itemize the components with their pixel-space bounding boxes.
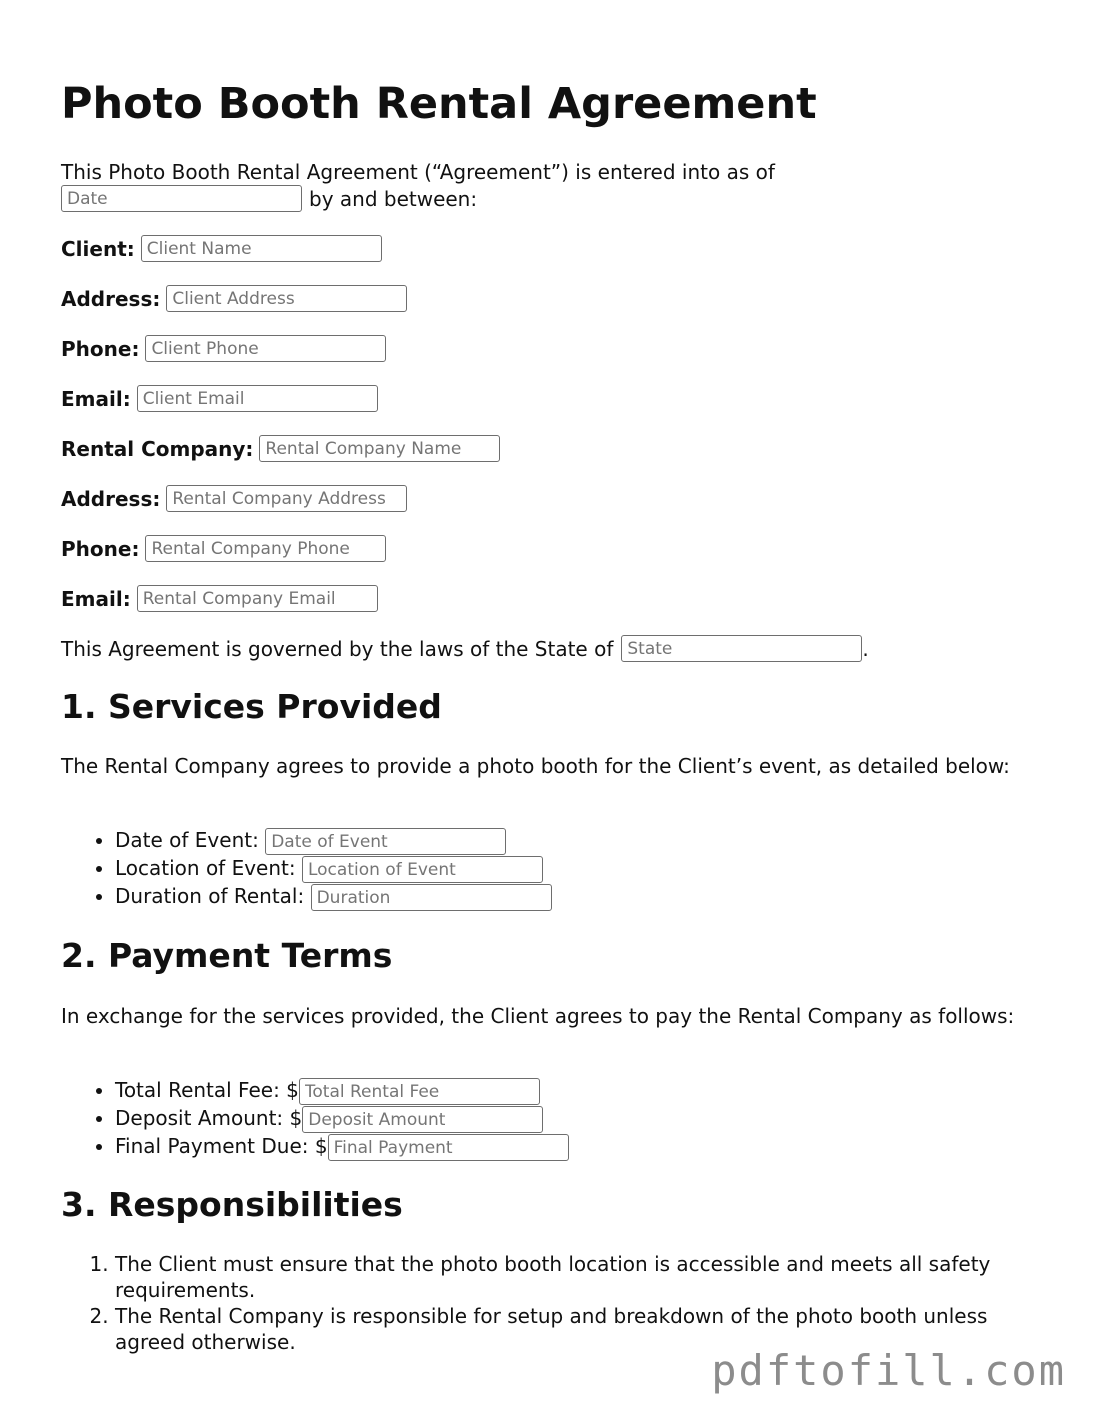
final-payment-input[interactable] (328, 1134, 569, 1161)
services-paragraph: The Rental Company agrees to provide a photo booth for the Client’s event, as detailed below: (61, 754, 1010, 778)
company-email-row (61, 585, 378, 612)
list-item (115, 882, 552, 910)
company-email-input[interactable] (137, 585, 378, 612)
rental-duration-label: Duration of Rental: (115, 884, 305, 908)
company-phone-input[interactable] (145, 535, 386, 562)
event-date-label: Date of Event: (115, 828, 259, 852)
company-phone-label: Phone: (61, 536, 140, 561)
client-phone-label: Phone: (61, 336, 140, 361)
payment-heading: 2. Payment Terms (61, 936, 393, 975)
governing-law-row (61, 635, 869, 662)
company-name-row (61, 435, 500, 462)
list-item (115, 1076, 569, 1104)
services-heading: 1. Services Provided (61, 687, 442, 726)
list-item: 1. The Client must ensure that the photo booth location is accessible and meets all safety requirements. (115, 1251, 1035, 1303)
watermark: pdftofill.com (711, 1346, 1066, 1395)
final-payment-label: Final Payment Due: $ (115, 1134, 328, 1158)
list-item (115, 854, 552, 882)
client-phone-input[interactable] (145, 335, 386, 362)
page-title: Photo Booth Rental Agreement (61, 79, 817, 129)
company-address-input[interactable] (166, 485, 407, 512)
client-name-input[interactable] (141, 235, 382, 262)
deposit-amount-label: Deposit Amount: $ (115, 1106, 303, 1130)
client-email-input[interactable] (137, 385, 378, 412)
company-address-label: Address: (61, 486, 161, 511)
client-email-label: Email: (61, 386, 131, 411)
intro-date-row (61, 185, 477, 212)
state-input[interactable] (621, 635, 862, 662)
client-address-row (61, 285, 407, 312)
client-name-row (61, 235, 382, 262)
intro-line: This Photo Booth Rental Agreement (“Agreement”) is entered into as of (61, 160, 775, 184)
list-item (115, 826, 552, 854)
event-date-input[interactable] (265, 828, 506, 855)
company-phone-row (61, 535, 386, 562)
list-item (115, 1104, 569, 1132)
intro-by-and-between: by and between: (309, 186, 478, 211)
company-name-input[interactable] (259, 435, 500, 462)
payment-list (61, 1076, 569, 1160)
client-address-input[interactable] (166, 285, 407, 312)
governing-law-period: . (862, 636, 869, 661)
responsibilities-list (61, 1251, 1035, 1355)
client-address-label: Address: (61, 286, 161, 311)
payment-paragraph: In exchange for the services provided, the Client agrees to pay the Rental Company as follows: (61, 1004, 1015, 1028)
responsibilities-heading: 3. Responsibilities (61, 1185, 403, 1224)
governing-law-text: This Agreement is governed by the laws of the State of (61, 636, 614, 661)
company-address-row (61, 485, 407, 512)
services-list (61, 826, 552, 910)
client-phone-row (61, 335, 386, 362)
total-fee-label: Total Rental Fee: $ (115, 1078, 299, 1102)
client-name-label: Client: (61, 236, 135, 261)
rental-duration-input[interactable] (311, 884, 552, 911)
total-fee-input[interactable] (299, 1078, 540, 1105)
event-location-label: Location of Event: (115, 856, 296, 880)
client-email-row (61, 385, 378, 412)
list-item (115, 1132, 569, 1160)
deposit-amount-input[interactable] (302, 1106, 543, 1133)
event-location-input[interactable] (302, 856, 543, 883)
date-input[interactable] (61, 185, 302, 212)
company-name-label: Rental Company: (61, 436, 254, 461)
list-item: 2. The Rental Company is responsible for setup and breakdown of the photo booth unless agreed otherwise. (115, 1303, 1035, 1355)
company-email-label: Email: (61, 586, 131, 611)
